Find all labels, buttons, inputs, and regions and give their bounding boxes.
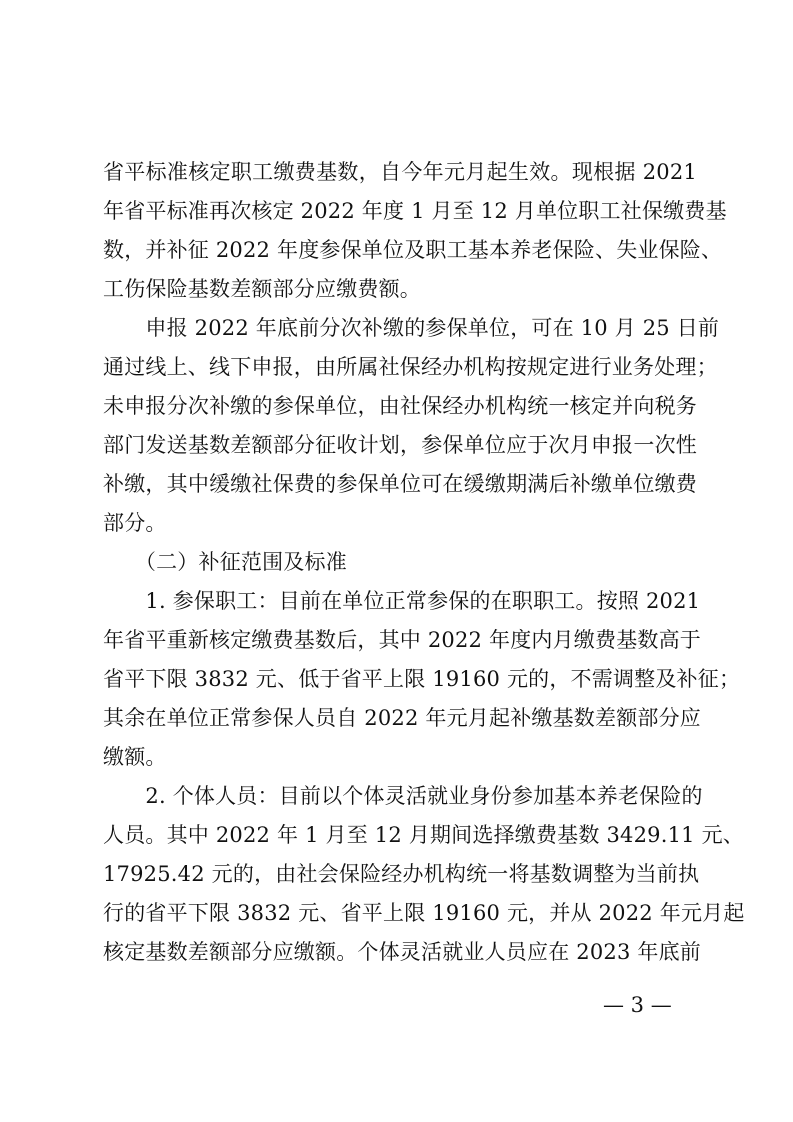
paragraph-1-line-4: 工伤保险基数差额部分应缴费额。 bbox=[103, 277, 421, 301]
paragraph-4-line-3: 17925.42 元的，由社会保险经办机构统一将基数调整为当前执 bbox=[103, 862, 700, 886]
paragraph-2-line-4: 部门发送基数差额部分征收计划，参保单位应于次月申报一次性 bbox=[103, 433, 697, 457]
paragraph-2-line-3: 未申报分次补缴的参保单位，由社保经办机构统一核定并向税务 bbox=[103, 394, 697, 418]
page-number: — 3 — bbox=[603, 993, 672, 1017]
paragraph-4-line-5: 核定基数差额部分应缴额。个体灵活就业人员应在 2023 年底前 bbox=[103, 940, 701, 964]
paragraph-3-line-4: 其余在单位正常参保人员自 2022 年元月起补缴基数差额部分应 bbox=[103, 706, 701, 730]
paragraph-2-line-6: 部分。 bbox=[103, 511, 167, 535]
paragraph-1-line-1: 省平标准核定职工缴费基数，自今年元月起生效。现根据 2021 bbox=[103, 160, 697, 184]
paragraph-3-line-5: 缴额。 bbox=[103, 745, 167, 769]
paragraph-2-line-5: 补缴，其中缓缴社保费的参保单位可在缓缴期满后补缴单位缴费 bbox=[103, 472, 697, 496]
paragraph-1-line-2: 年省平标准再次核定 2022 年度 1 月至 12 月单位职工社保缴费基 bbox=[103, 199, 727, 223]
paragraph-2-line-1: 申报 2022 年底前分次补缴的参保单位，可在 10 月 25 日前 bbox=[103, 316, 720, 340]
paragraph-4-line-2: 人员。其中 2022 年 1 月至 12 月期间选择缴费基数 3429.11 元、 bbox=[103, 823, 744, 847]
paragraph-4-line-1: 2. 个体人员：目前以个体灵活就业身份参加基本养老保险的 bbox=[103, 784, 703, 808]
paragraph-3-line-2: 年省平重新核定缴费基数后，其中 2022 年度内月缴费基数高于 bbox=[103, 628, 701, 652]
paragraph-1-line-3: 数，并补征 2022 年度参保单位及职工基本养老保险、失业保险、 bbox=[103, 238, 723, 262]
paragraph-4-line-4: 行的省平下限 3832 元、省平上限 19160 元，并从 2022 年元月起 bbox=[103, 901, 745, 925]
paragraph-3-line-1: 1. 参保职工：目前在单位正常参保的在职职工。按照 2021 bbox=[103, 589, 701, 613]
paragraph-3-line-3: 省平下限 3832 元、低于省平上限 19160 元的，不需调整及补征； bbox=[103, 667, 741, 691]
section-heading-scope-and-standard: （二）补征范围及标准 bbox=[103, 550, 347, 574]
paragraph-2-line-2: 通过线上、线下申报，由所属社保经办机构按规定进行业务处理； bbox=[103, 355, 718, 379]
